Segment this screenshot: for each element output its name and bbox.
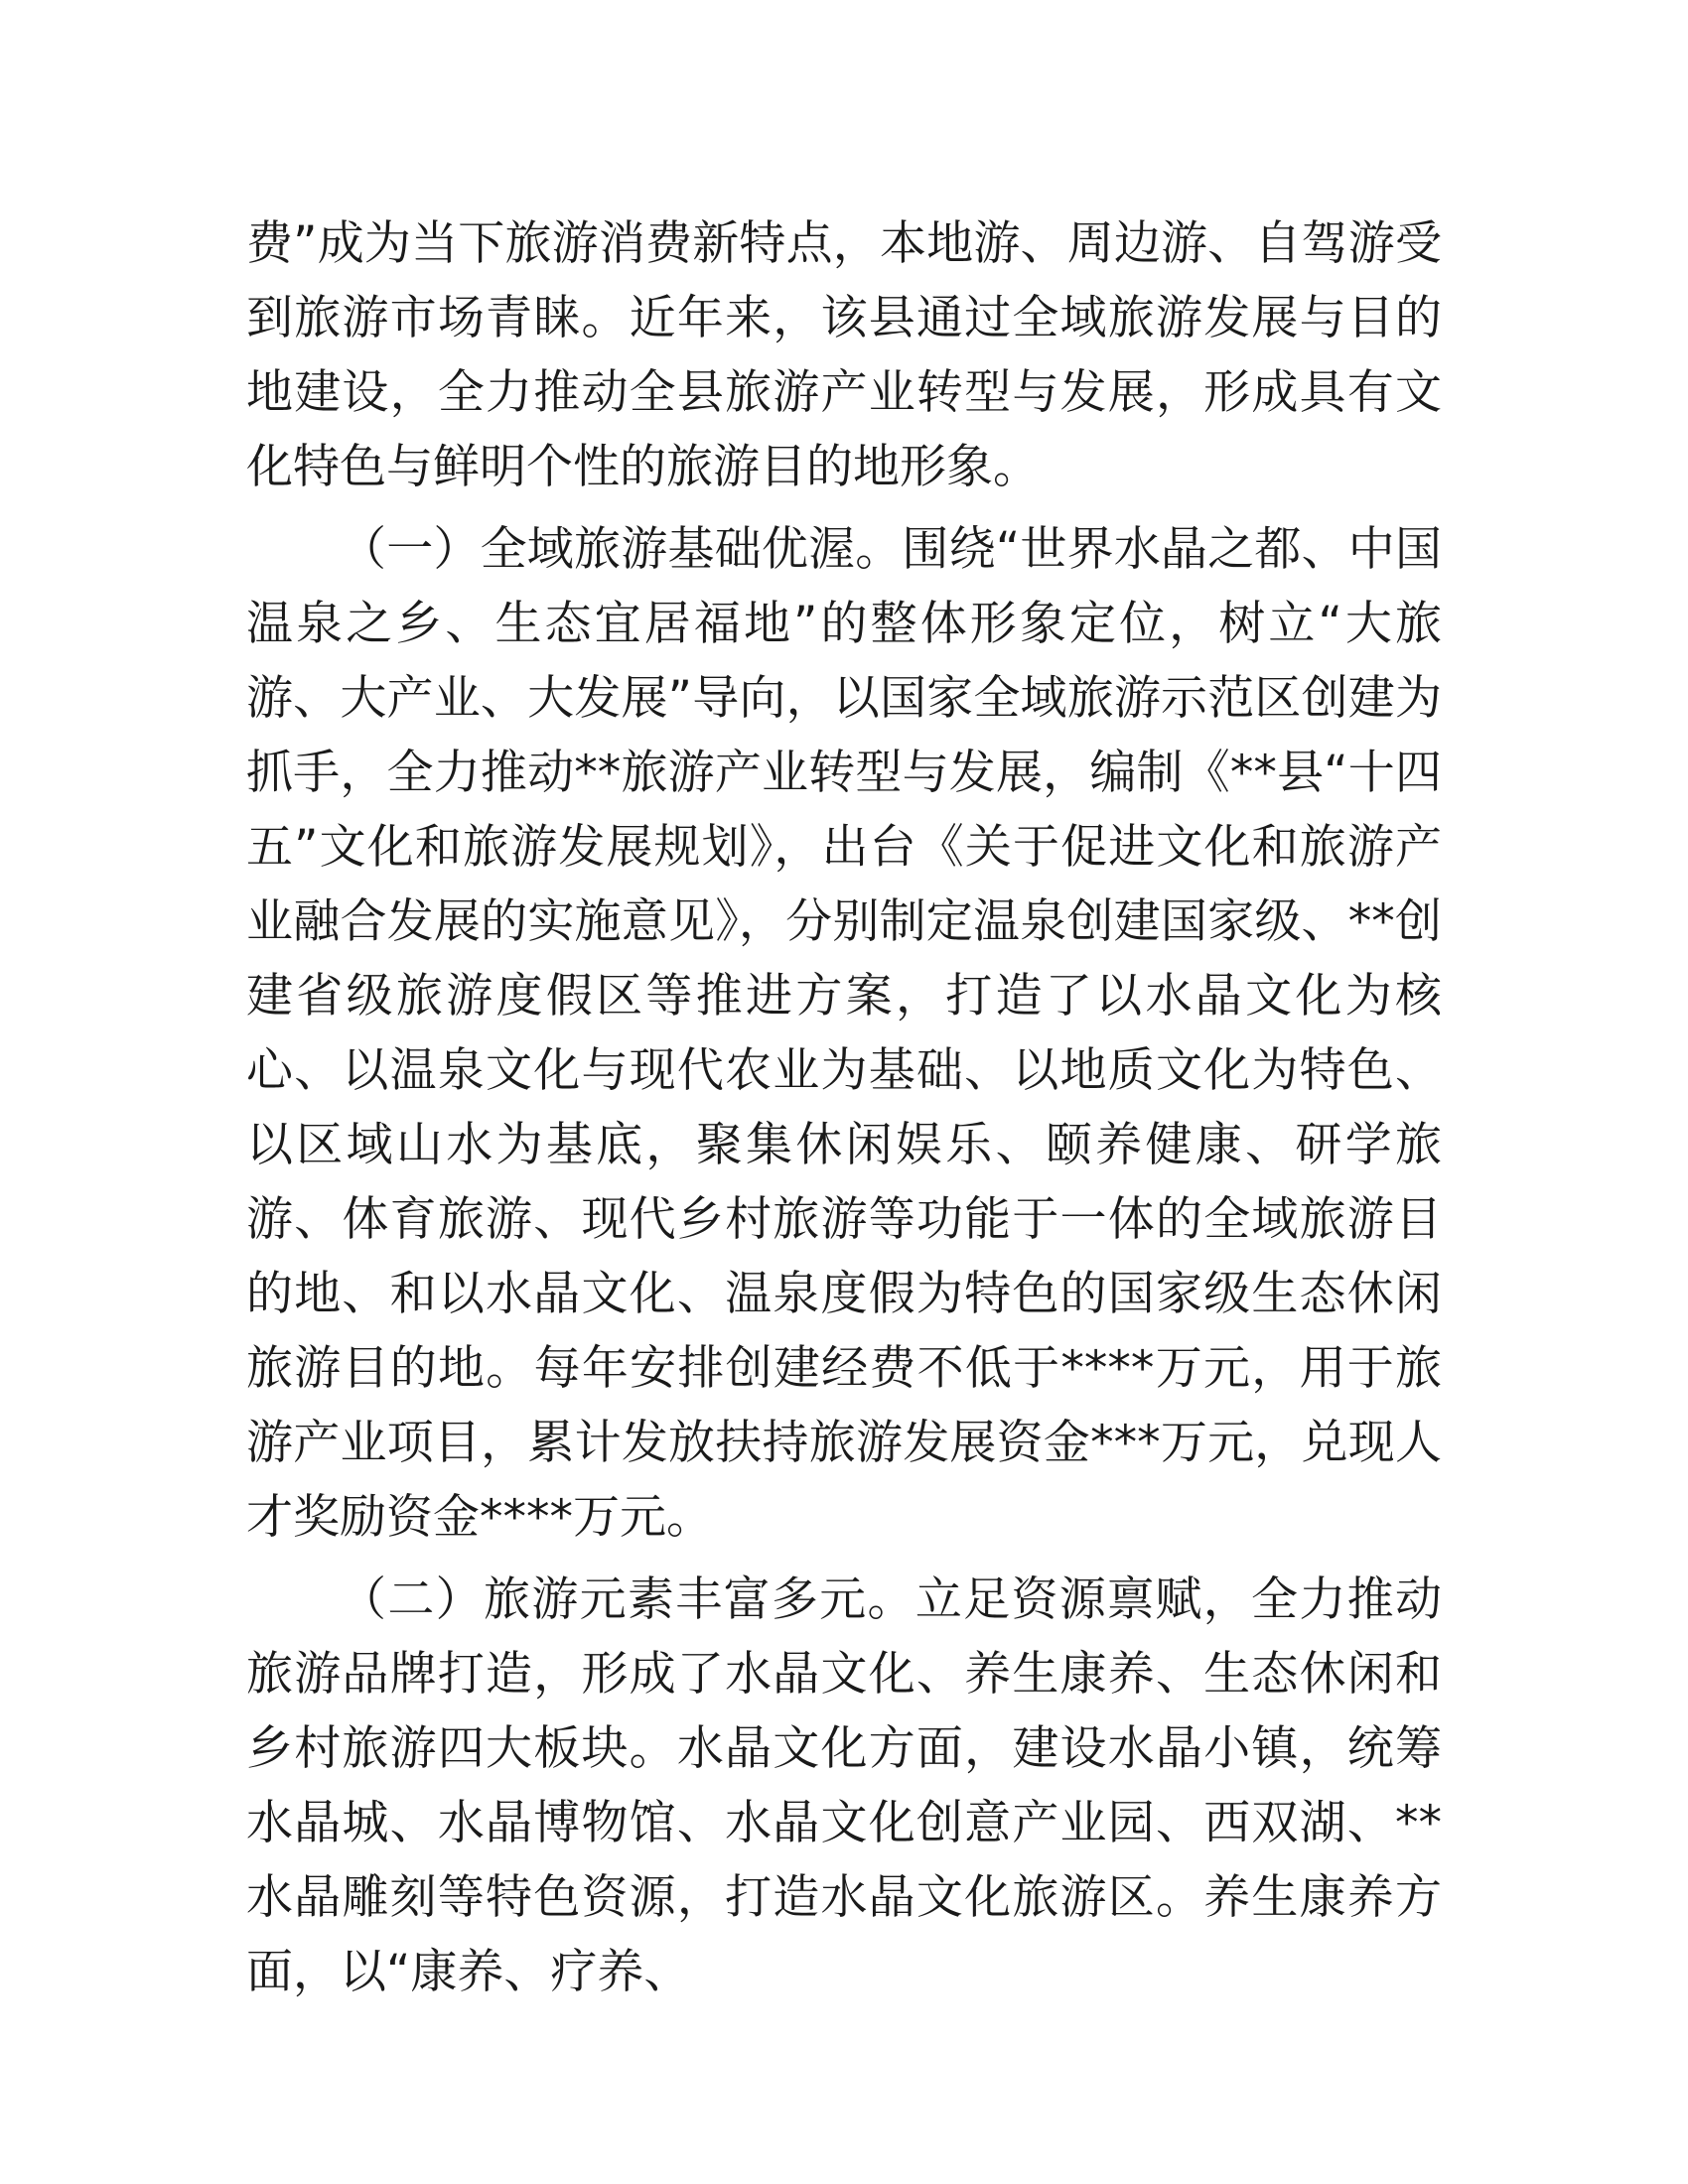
paragraph-continuation: 费”成为当下旅游消费新特点，本地游、周边游、自驾游受到旅游市场青睐。近年来，该县通过全域旅游发展与目的地建设，全力推动全县旅游产业转型与发展，形成具有文化特色与鲜明个性的旅游目的地形象。 xyxy=(246,216,1442,494)
paragraph-section-one: （一）全域旅游基础优渥。围绕“世界水晶之都、中国温泉之乡、生态宜居福地”的整体形象定位，树立“大旅游、大产业、大发展”导向，以国家全域旅游示范区创建为抓手，全力推动**旅游产业转型与发展，编制《**县“十四五”文化和旅游发展规划》，出台《关于促进文化和旅游产业融合发展的实施意见》，分别制定温泉创建国家级、**创建省级旅游度假区等推进方案，打造了以水晶文化为核心、以温泉文化与现代农业为基础、以地质文化为特色、以区域山水为基底，聚集休闲娱乐、颐养健康、研学旅游、体育旅游、现代乡村旅游等功能于一体的全域旅游目的地、和以水晶文化、温泉度假为特色的国家级生态休闲旅游目的地。每年安排创建经费不低于****万元，用于旅游产业项目，累计发放扶持旅游发展资金***万元，兑现人才奖励资金****万元。 xyxy=(246,522,1442,1545)
document-body xyxy=(246,206,1442,2009)
paragraph-section-two: （二）旅游元素丰富多元。立足资源禀赋，全力推动旅游品牌打造，形成了水晶文化、养生康养、生态休闲和乡村旅游四大板块。水晶文化方面，建设水晶小镇，统筹水晶城、水晶博物馆、水晶文化创意产业园、西双湖、**水晶雕刻等特色资源，打造水晶文化旅游区。养生康养方面，以“康养、疗养、 xyxy=(246,1572,1442,1999)
